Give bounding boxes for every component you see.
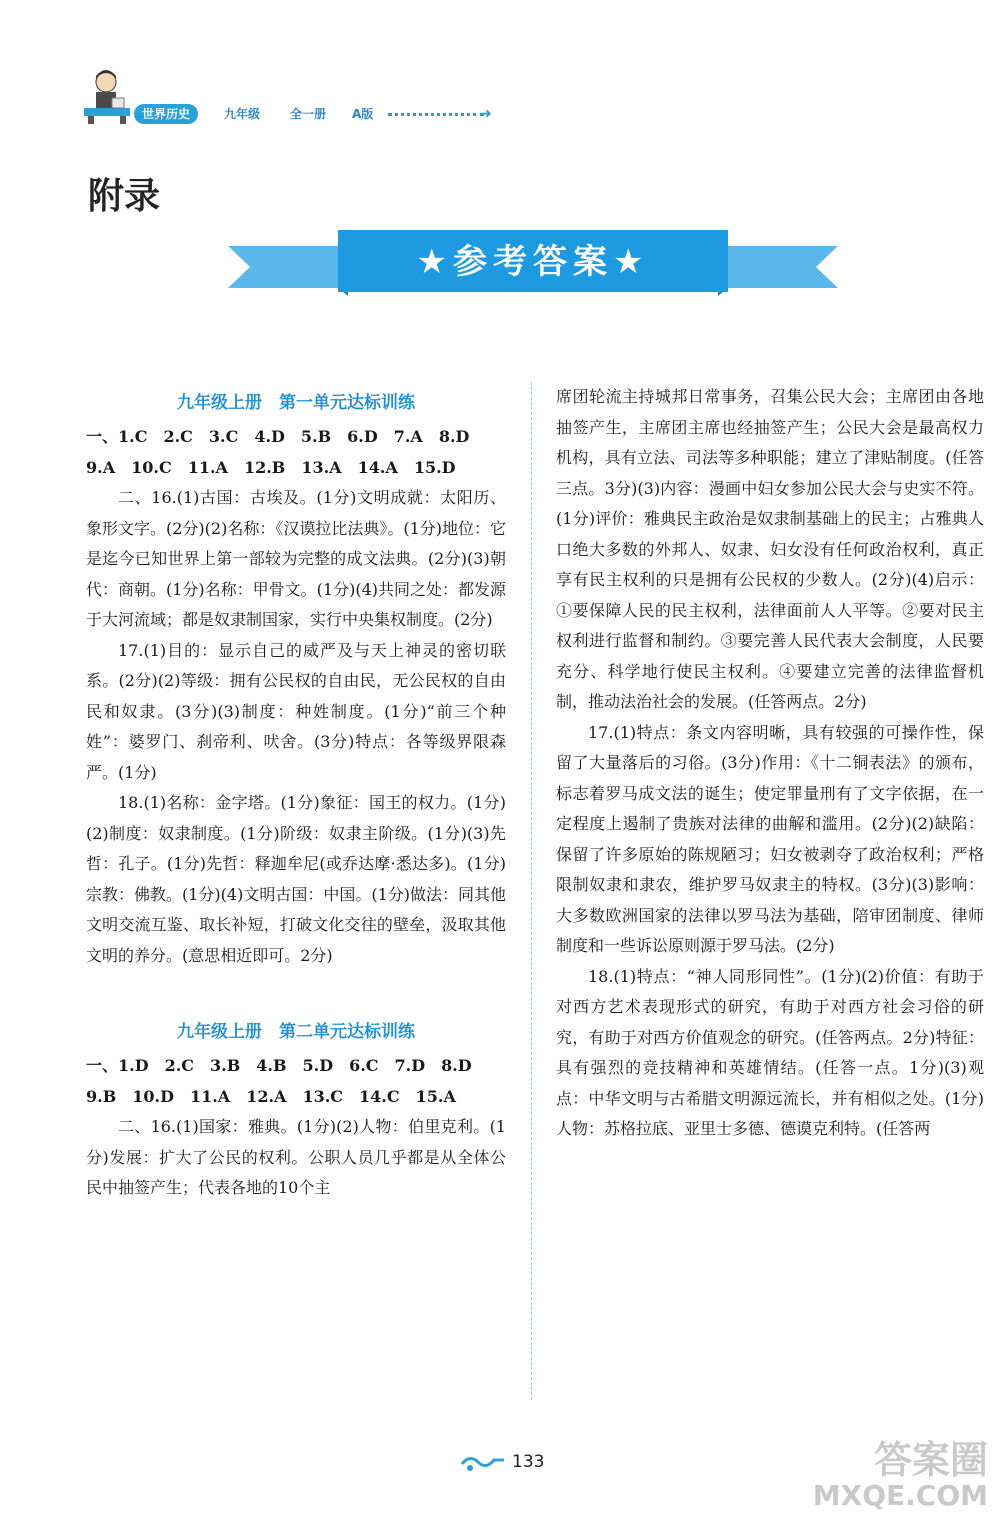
mc-answer: 2.C — [163, 427, 193, 446]
watermark-line: MXQE.COM — [812, 1479, 988, 1512]
mc-answers-row — [86, 1051, 506, 1082]
arrow-right-icon: ➜ — [480, 106, 492, 122]
mc-answer: 13.A — [301, 457, 342, 477]
mc-answer: 10.D — [132, 1086, 174, 1106]
mc-answer: 12.B — [243, 457, 286, 477]
mc-answer: 5.B — [300, 427, 332, 446]
answer-paragraph: 二、16.(1)国家：雅典。(1分)(2)人物：伯里克利。(1分)发展：扩大了公民的权利。公职人员几乎都是从全体公民中抽签产生；代表各地的10个主 — [86, 1117, 506, 1197]
volume-label: 全一册 — [290, 107, 327, 121]
answer-paragraph: 18.(1)名称：金字塔。(1分)象征：国王的权力。(1分)(2)制度：奴隶制度。(1分)阶级：奴隶主阶级。(1分)(3)先哲：孔子。(1分)先哲：释迦牟尼(或乔达摩·悉达多)。(1分)宗教：佛教。(1分)(4)文明古国：中国。(1分)做法：同其他文明交流互鉴、取长补短，打破文化交往的壁垒，汲取其他文明的养分。(意思相近即可。2分) — [86, 793, 506, 965]
footer-logo-icon — [460, 1452, 506, 1474]
answer-paragraph: 17.(1)目的：显示自己的威严及与天上神灵的密切联系。(2分)(2)等级：拥有公民权的自由民，无公民权的自由民和奴隶。(3分)(3)制度：种姓制度。(1分)“前三个种姓”：婆罗门、刹帝利、吠舍。(3分)特点：各等级界限森严。(1分) — [86, 640, 506, 782]
page-header — [82, 68, 642, 128]
mc-answer: 11.A — [187, 457, 228, 477]
banner-title: ★参考答案★ — [416, 242, 650, 282]
watermark-line: 答案圈 — [873, 1438, 988, 1482]
subject-badge: 世界历史 — [134, 104, 198, 124]
mc-answer: 13.C — [302, 1086, 344, 1106]
mc-answer: 12.A — [246, 1086, 287, 1106]
answer-paragraph: 二、16.(1)古国：古埃及。(1分)文明成就：太阳历、象形文字。(2分)(2)名称：《汉谟拉比法典》。(1分)地位：它是迄今已知世界上第一部较为完整的成文法典。(2分)(3)朝代：商朝。(1分)名称：甲骨文。(1分)(4)共同之处：都发源于大河流域；都是奴隶制国家，实行中央集权制度。(2分) — [86, 488, 506, 629]
mc-answer: 6.D — [347, 427, 378, 446]
mc-answer: 一、1.C — [86, 427, 148, 446]
answer-paragraph: 18.(1)特点：“神人同形同性”。(1分)(2)价值：有助于对西方艺术表现形式的研究，有助于对西方社会习俗的研究，有助于对西方价值观念的研究。(任答两点。2分)特征：具有强烈的竞技精神和英雄情结。(任答一点。1分)(3)观点：中华文明与古希腊文明源远流长，并有相似之处。(1分)人物：苏格拉底、亚里士多德、德谟克利特。(任答两 — [556, 966, 984, 1138]
mc-answer: 4.B — [256, 1056, 287, 1075]
header-dotted-line — [388, 113, 484, 122]
mc-answers-row — [86, 1082, 506, 1113]
page-title: 附录 — [88, 176, 161, 217]
mc-answer: 7.D — [394, 1056, 426, 1075]
mc-answer: 14.C — [359, 1086, 400, 1106]
mc-answer: 3.C — [208, 427, 239, 446]
edition-label: A版 — [352, 107, 374, 121]
mc-answer: 3.B — [210, 1056, 241, 1075]
answer-paragraph: 17.(1)特点：条文内容明晰，具有较强的可操作性，保留了大量落后的习俗。(3分)作用：《十二铜表法》的颁布，标志着罗马成文法的诞生；使定罪量刑有了文字依据，在一定程度上遏制了贵族对法律的曲解和滥用。(2分)(2)缺陷：保留了许多原始的陈规陋习；妇女被剥夺了政治权利；严格限制奴隶和隶农，维护罗马奴隶主的特权。(3分)(3)影响：大多数欧洲国家的法律以罗马法为基础，陪审团制度、律师制度和一些诉讼原则源于罗马法。(2分) — [556, 722, 984, 955]
mc-answer: 8.D — [438, 427, 470, 446]
page-number: 133 — [512, 1452, 545, 1472]
mc-answer: 8.D — [441, 1056, 472, 1075]
mc-answer: 4.D — [254, 427, 285, 446]
mc-answer: 9.A — [86, 457, 116, 477]
mc-answer: 10.C — [131, 457, 172, 477]
mc-answer: 7.A — [393, 427, 423, 446]
mc-answer: 15.D — [413, 457, 456, 477]
mc-answer: 9.B — [86, 1086, 117, 1106]
section-title: 九年级上册 第二单元达标训练 — [177, 1022, 415, 1042]
right-column — [556, 382, 984, 1145]
mc-answer: 一、1.D — [86, 1056, 149, 1075]
mc-answer: 5.D — [302, 1056, 334, 1075]
mc-answer: 15.A — [415, 1086, 456, 1106]
section-title: 九年级上册 第一单元达标训练 — [177, 393, 415, 413]
student-mascot-icon — [82, 68, 134, 126]
mc-answers-row — [86, 453, 506, 484]
watermark — [813, 1440, 988, 1512]
answer-paragraph: 席团轮流主持城邦日常事务，召集公民大会；主席团由各地抽签产生，主席团主席也经抽签产生；公民大会是最高权力机构，具有立法、司法等多种职能；建立了津贴制度。(任答三点。3分)(3)内容：漫画中妇女参加公民大会与史实不符。(1分)评价：雅典民主政治是奴隶制基础上的民主；占雅典人口绝大多数的外邦人、奴隶、妇女没有任何政治权利，真正享有民主权利的只是拥有公民权的少数人。(2分)(4)启示：①要保障人民的民主权利，法律面前人人平等。②要对民主权利进行监督和制约。③要完善人民代表大会制度，人民要充分、科学地行使民主权利。④要建立完善的法律监督机制，推动法治社会的发展。(任答两点。2分) — [556, 387, 984, 711]
mc-answer: 11.A — [189, 1086, 231, 1106]
grade-label: 九年级 — [224, 107, 261, 121]
mc-answer: 2.C — [164, 1056, 195, 1075]
column-divider — [531, 382, 532, 1400]
mc-answer: 14.A — [357, 457, 398, 477]
mc-answers-row — [86, 422, 506, 453]
left-column — [86, 382, 506, 1204]
page-footer — [460, 1452, 545, 1478]
answer-banner — [228, 226, 838, 304]
mc-answer: 6.C — [349, 1056, 379, 1075]
